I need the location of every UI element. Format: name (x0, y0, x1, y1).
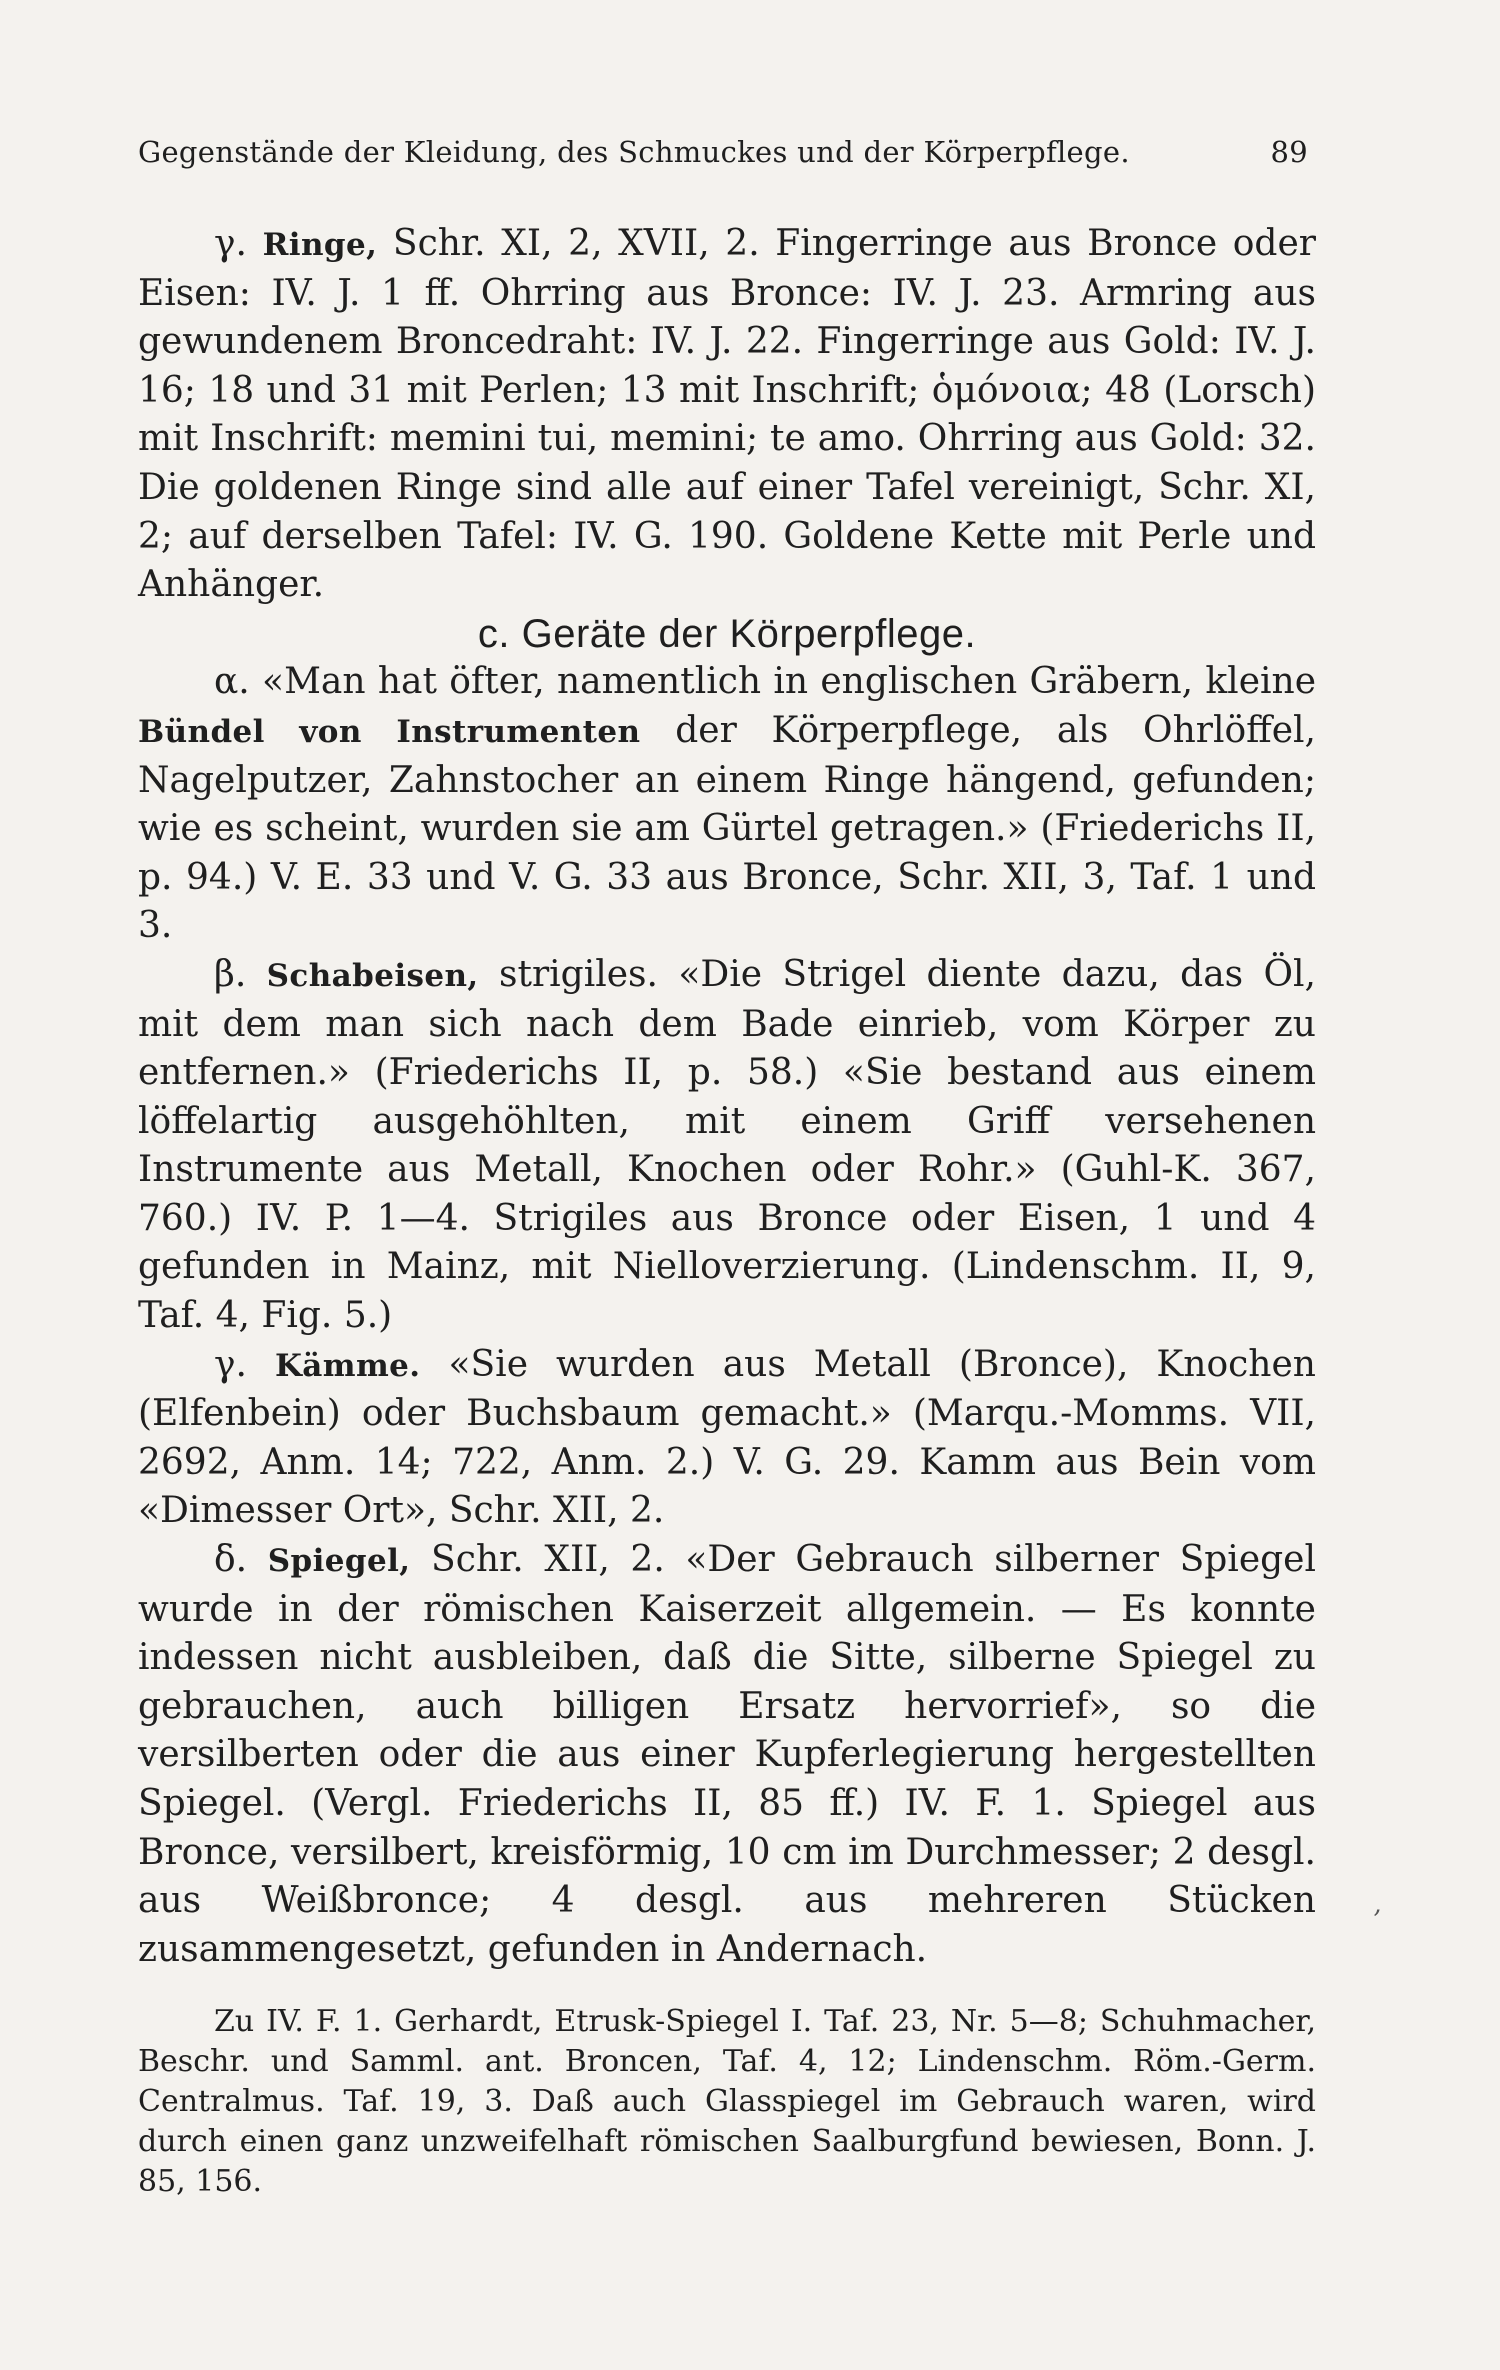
running-head (138, 135, 1308, 169)
footnote (138, 2002, 1316, 2202)
paragraph-instrumente (138, 658, 1316, 951)
paragraph-spiegel (138, 1536, 1316, 1974)
paragraph-text: «Man hat öfter, namentlich in englischen Gräbern, kleine (249, 661, 1316, 703)
paragraph-text: strigiles. «Die Strigel diente dazu, das Öl, mit dem man sich nach dem Bade einrieb, vom Körper zu entfernen.» (Friederichs II, p. 58.) «Sie bestand aus einem löffelartig ausgehöhlten, mit einem Griff versehenen Instrumente aus Metall, Knochen oder Rohr.» (Guhl-K. 367, 760.) IV. P. 1—4. Strigiles aus Bronce oder Eisen, 1 und 4 gefunden in Mainz, mit Nielloverzierung. (Lindenschm. II, 9, Taf. 4, Fig. 5.) (138, 953, 1316, 1337)
paragraph-kaemme (138, 1341, 1316, 1536)
paragraph-text: Schr. XII, 2. «Der Gebrauch silberner Spiegel wurde in der römischen Kaiserzeit allgemein. — Es konnte indessen nicht ausbleiben, daß die Sitte, silberne Spiegel zu gebrauchen, auch billigen Ersatz hervorrief», so die versilberten oder die aus einer Kupferlegierung hergestellten Spiegel. (Vergl. Friederichs II, 85 ff.) IV. F. 1. Spiegel aus Bronce, versilbert, kreisförmig, 10 cm im Durchmesser; 2 desgl. aus Weißbronce; 4 desgl. aus mehreren Stücken zusammengesetzt, gefunden in Andernach. (138, 1539, 1316, 1970)
term-instrumente: Bündel von Instrumenten (138, 713, 641, 750)
main-text (138, 220, 1316, 1974)
term-schabeisen: Schabeisen, (266, 957, 479, 994)
paragraph-text: «Sie wurden aus Metall (Bronce), Knochen (Elfenbein) oder Buchsbaum gemacht.» (Marqu.-Momms. VII, 2692, Anm. 14; 722, Anm. 2.) V. G. 29. Kamm aus Bein vom «Dimesser Ort», Schr. XII, 2. (138, 1343, 1316, 1532)
section-marker: γ. (214, 1343, 247, 1385)
footnote-lead: Zu IV. F. 1. (214, 2004, 383, 2039)
running-title: Gegenstände der Kleidung, des Schmuckes und der Körperpflege. (138, 135, 1130, 169)
paragraph-text: Schr. XI, 2, XVII, 2. Fingerringe aus Bronce oder Eisen: IV. J. 1 ff. Ohrring aus Bronce: IV. J. 23. Armring aus gewundenem Broncedraht: IV. J. 22. Fingerringe aus Gold: IV. J. 16; 18 und 31 mit Perlen; 13 mit Inschrift; (138, 223, 1316, 411)
section-marker: δ. (214, 1539, 248, 1581)
section-marker: α. (214, 661, 250, 703)
paragraph-schabeisen (138, 951, 1316, 1341)
section-subheading: c. Geräte der Körperpflege. (477, 611, 977, 656)
greek-inscription: ὁμόνοια (931, 369, 1081, 411)
footnote-paragraph (138, 2002, 1316, 2202)
term-ringe: Ringe, (262, 227, 378, 263)
footnote-text: Gerhardt, Etrusk-Spiegel I. Taf. 23, Nr. 5—8; Schuhmacher, Beschr. und Samml. ant. Broncen, Taf. 4, 12; Lindenschm. Röm.-Germ. Centralmus. Taf. 19, 3. Daß auch Glasspiegel im Gebrauch waren, wird durch einen ganz unzweifelhaft römischen Saalburgfund bewiesen, Bonn. J. 85, 156. (138, 2004, 1317, 2199)
term-spiegel: Spiegel, (267, 1543, 411, 1580)
paragraph-text: der Körperpflege, als Ohrlöffel, Nagelputzer, Zahnstocher an einem Ringe hängend, gefunden; wie es scheint, wurden sie am Gürtel getragen.» (Friederichs II, p. 94.) V. E. 33 und V. G. 33 aus Bronce, Schr. XII, 3, Taf. 1 und 3. (138, 709, 1316, 947)
paragraph-text: ; 48 (Lorsch) mit Inschrift: memini tui, memini; te amo. Ohrring aus Gold: 32. Die goldenen Ringe sind alle auf einer Tafel vereinigt, Schr. XI, 2; auf derselben Tafel: IV. G. 190. Goldene Kette mit Perle und Anhänger. (138, 369, 1316, 606)
paragraph-ringe (138, 220, 1316, 610)
page-number: 89 (1270, 135, 1308, 169)
section-marker: γ. (214, 223, 247, 264)
term-kaemme: Kämme. (274, 1347, 421, 1384)
section-marker: β. (214, 953, 247, 995)
margin-mark: ʼ (1372, 1906, 1381, 1936)
